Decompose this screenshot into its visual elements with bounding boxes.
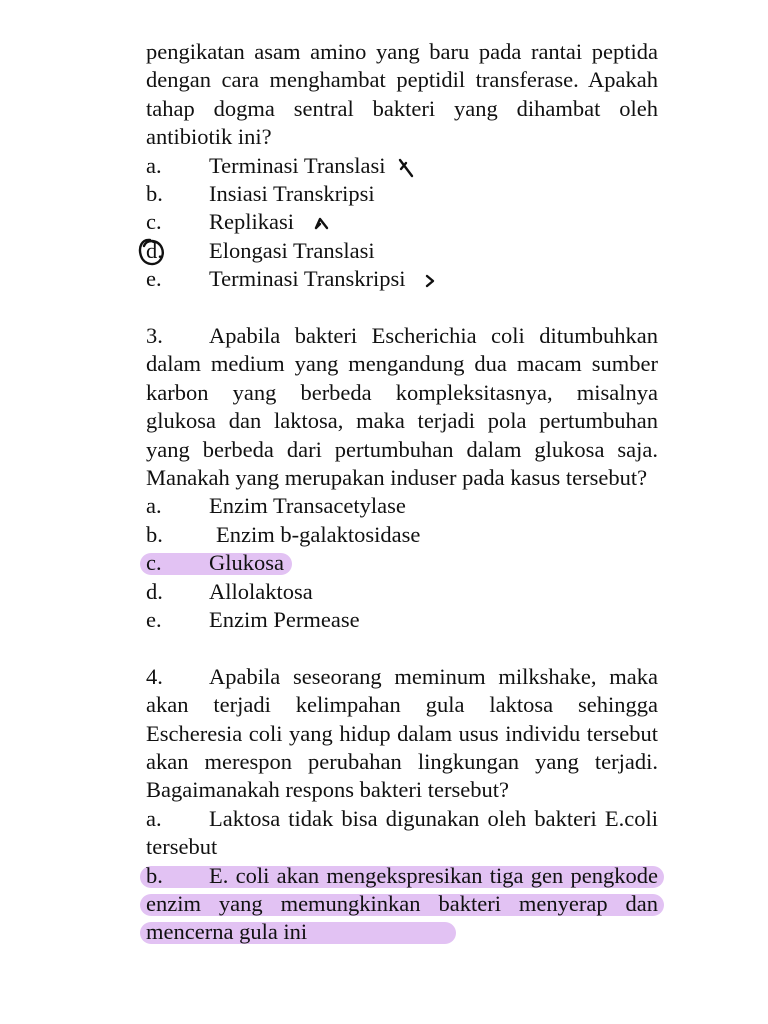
- option-letter: a.: [146, 493, 162, 519]
- option-text: Terminasi Translasi: [209, 152, 386, 178]
- question-2-option-e: [146, 265, 658, 293]
- question-4-option-a: [146, 805, 658, 862]
- option-letter: b.: [146, 862, 163, 888]
- option-letter: b.: [146, 521, 163, 547]
- question-4-option-b: [146, 862, 658, 947]
- option-text: Enzim Permease: [209, 606, 360, 632]
- option-letter: e.: [146, 606, 162, 632]
- question-3-option-d: [146, 578, 658, 606]
- chevron-mark-icon: [422, 271, 438, 291]
- option-text: Allolaktosa: [209, 578, 313, 604]
- option-text: Laktosa tidak bisa digunakan oleh bakteri E.coli tersebut: [146, 805, 658, 860]
- option-text: Replikasi: [209, 209, 294, 235]
- spacer: [146, 294, 658, 322]
- question-3-option-e: [146, 606, 658, 634]
- option-text: Enzim b-galaktosidase: [216, 521, 421, 547]
- question-3-option-a: [146, 492, 658, 520]
- tick-mark-icon: [396, 156, 418, 180]
- question-3-option-b: [146, 521, 658, 549]
- option-text: Elongasi Translasi: [209, 237, 375, 263]
- option-text: Enzim Transacetylase: [209, 493, 406, 519]
- option-letter: c.: [146, 550, 162, 576]
- option-letter: e.: [146, 266, 162, 292]
- question-4-text: Apabila seseorang meminum milkshake, maka akan terjadi kelimpahan gula laktosa sehingga Escheresia coli yang hidup dalam usus individu tersebut akan merespon perubahan lingkungan yang terjadi. Bagaimanakah respons bakteri tersebut?: [146, 663, 658, 803]
- question-number: 4.: [146, 663, 163, 689]
- option-letter: b.: [146, 181, 163, 207]
- option-text: Insiasi Transkripsi: [209, 181, 375, 207]
- question-2-stem: pengikatan asam amino yang baru pada rantai peptida dengan cara menghambat peptidil transferase. Apakah tahap dogma sentral bakteri yang dihambat oleh antibiotik ini?: [146, 39, 658, 150]
- option-letter: d.: [146, 578, 163, 604]
- question-2-option-c: [146, 208, 658, 236]
- option-text: Glukosa: [209, 550, 284, 576]
- option-paragraph: [146, 862, 658, 947]
- spacer: [146, 634, 658, 662]
- option-text: E. coli akan mengekspresikan tiga gen pengkode enzim yang memungkinkan bakteri menyerap dan mencerna gula ini: [146, 862, 658, 945]
- caret-mark-icon: [312, 214, 332, 234]
- question-2-option-b: [146, 180, 658, 208]
- option-letter: a.: [146, 152, 162, 178]
- option-letter: d.: [146, 237, 163, 263]
- question-3-stem: [146, 322, 658, 492]
- question-3-text: Apabila bakteri Escherichia coli ditumbuhkan dalam medium yang mengandung dua macam sumber karbon yang berbeda kompleksitasnya, misalnya glukosa dan laktosa, maka terjadi pola pertumbuhan yang berbeda dari pertumbuhan dalam glukosa saja. Manakah yang merupakan induser pada kasus tersebut?: [146, 322, 658, 490]
- question-3-option-c: [146, 549, 658, 577]
- option-letter: c.: [146, 209, 162, 235]
- question-2-option-d: [146, 237, 658, 265]
- question-4-stem: [146, 663, 658, 805]
- document-page: [146, 38, 658, 947]
- question-2-option-a: [146, 152, 658, 180]
- option-text: Terminasi Transkripsi: [209, 266, 406, 292]
- option-letter: a.: [146, 805, 162, 831]
- question-number: 3.: [146, 322, 163, 348]
